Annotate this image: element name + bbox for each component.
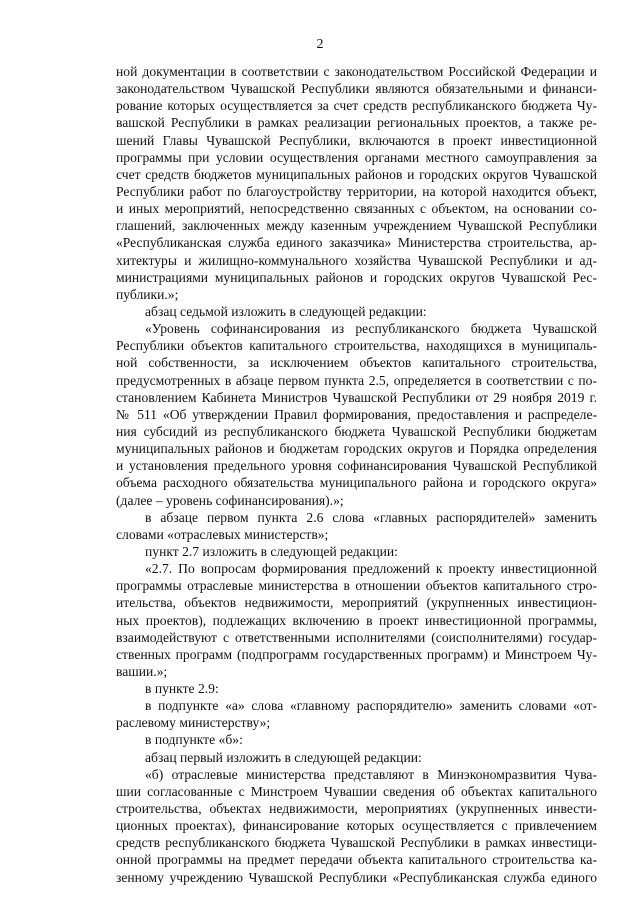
text-line: ной документации в соответствии с законодательством Российской Федерации и bbox=[116, 64, 597, 79]
text-line: в подпункте «а» слова «главному распорядителю» заменить словами «от- bbox=[145, 698, 597, 714]
text-line: ительства, объектов недвижимости, мероприятий (укрупненных инвестицион- bbox=[116, 595, 597, 611]
text-line: (далее – уровень софинансирования).»; bbox=[116, 492, 344, 508]
text-line: рование которых осуществляется за счет средств республиканского бюджета Чу- bbox=[116, 98, 597, 114]
text-line: становлением Кабинета Министров Чувашской Республики от 29 ноября 2019 г. bbox=[116, 389, 597, 405]
text-line: зенному учреждению Чувашской Республики «Республиканская служба единого bbox=[116, 869, 597, 885]
text-line: раслевому министерству»; bbox=[116, 715, 271, 731]
page-number: 2 bbox=[316, 37, 324, 52]
text-line: и иных мероприятий, непосредственно связанных с объектом, на основании со- bbox=[116, 201, 597, 217]
text-line: абзац седьмой изложить в следующей редакции: bbox=[145, 303, 427, 319]
text-line: министрациями муниципальных районов и городских округов Чувашской Рес- bbox=[116, 269, 597, 285]
text-line: в подпункте «б»: bbox=[145, 732, 243, 748]
text-line: публики.»; bbox=[116, 286, 179, 302]
text-line: «Уровень софинансирования из республиканского бюджета Чувашской bbox=[145, 321, 597, 337]
text-line: ственных программ (подпрограмм государственных программ) и Минстроем Чу- bbox=[116, 646, 597, 662]
text-line: вашии.»; bbox=[116, 663, 168, 679]
text-line: глашений, заключенных между казенным учреждением Чувашской Республики bbox=[116, 218, 597, 234]
text-line: пункт 2.7 изложить в следующей редакции: bbox=[145, 543, 398, 559]
text-line: Республики работ по благоустройству территории, на которой находится объект, bbox=[116, 183, 597, 199]
text-line: законодательством Чувашской Республики являются обязательными и финанси- bbox=[116, 81, 597, 97]
document-body bbox=[116, 63, 597, 886]
text-line: в пункте 2.9: bbox=[145, 681, 219, 697]
text-line: шений Главы Чувашской Республики, включаются в проект инвестиционной bbox=[116, 132, 597, 148]
text-line: ния субсидий из республиканского бюджета Чувашской Республики бюджетам bbox=[116, 423, 597, 439]
text-line: Республики объектов капитального строительства, находящихся в муниципаль- bbox=[116, 338, 597, 354]
text-line: объема расходного обязательства муниципального района и городского округа» bbox=[116, 475, 597, 491]
text-line: шии согласованные с Минстроем Чувашии сведения об объектах капитального bbox=[116, 783, 597, 799]
text-line: абзац первый изложить в следующей редакции: bbox=[145, 749, 422, 765]
text-line: вашской Республики в рамках реализации региональных проектов, а также ре- bbox=[116, 115, 597, 131]
text-line: счет средств бюджетов муниципальных районов и городских округов Чувашской bbox=[116, 166, 597, 182]
text-line: «б) отраслевые министерства представляют в Минэкономразвития Чува- bbox=[145, 766, 597, 782]
text-line: «2.7. По вопросам формирования предложений к проекту инвестиционной bbox=[145, 561, 597, 577]
text-line: предусмотренных в абзаце первом пункта 2.5, определяется в соответствии с по- bbox=[116, 372, 597, 388]
text-line: строительства, объектах недвижимости, мероприятиях (укрупненных инвести- bbox=[116, 801, 597, 817]
text-line: муниципальных районов и бюджетам городских округов и Порядка определения bbox=[116, 441, 597, 457]
text-line: «Республиканская служба единого заказчика» Министерства строительства, ар- bbox=[116, 235, 597, 251]
text-line: программы отраслевые министерства в отношении объектов капитального стро- bbox=[116, 578, 597, 594]
text-line: ционных проектах), финансирование которых осуществляется с привлечением bbox=[116, 818, 597, 834]
text-line: № 511 «Об утверждении Правил формирования, предоставления и распределе- bbox=[116, 406, 597, 422]
text-line: и установления предельного уровня софинансирования Чувашской Республикой bbox=[116, 458, 597, 474]
text-line: хитектуры и жилищно-коммунального хозяйства Чувашской Республики и ад- bbox=[116, 252, 597, 268]
text-line: программы при условии осуществления органами местного самоуправления за bbox=[116, 149, 597, 165]
text-line: средств республиканского бюджета Чувашской Республики в рамках инвестици- bbox=[116, 835, 597, 851]
text-line: ных проектов), подлежащих включению в проект инвестиционной программы, bbox=[116, 612, 597, 628]
text-line: онной программы на предмет передачи объекта капитального строительства ка- bbox=[116, 852, 597, 868]
text-line: в абзаце первом пункта 2.6 слова «главных распорядителей» заменить bbox=[145, 509, 597, 525]
text-line: словами «отраслевых министерств»; bbox=[116, 526, 329, 542]
text-line: ной собственности, за исключением объектов капитального строительства, bbox=[116, 355, 597, 371]
text-line: взаимодействуют с ответственными исполнителями (соисполнителями) государ- bbox=[116, 629, 597, 645]
